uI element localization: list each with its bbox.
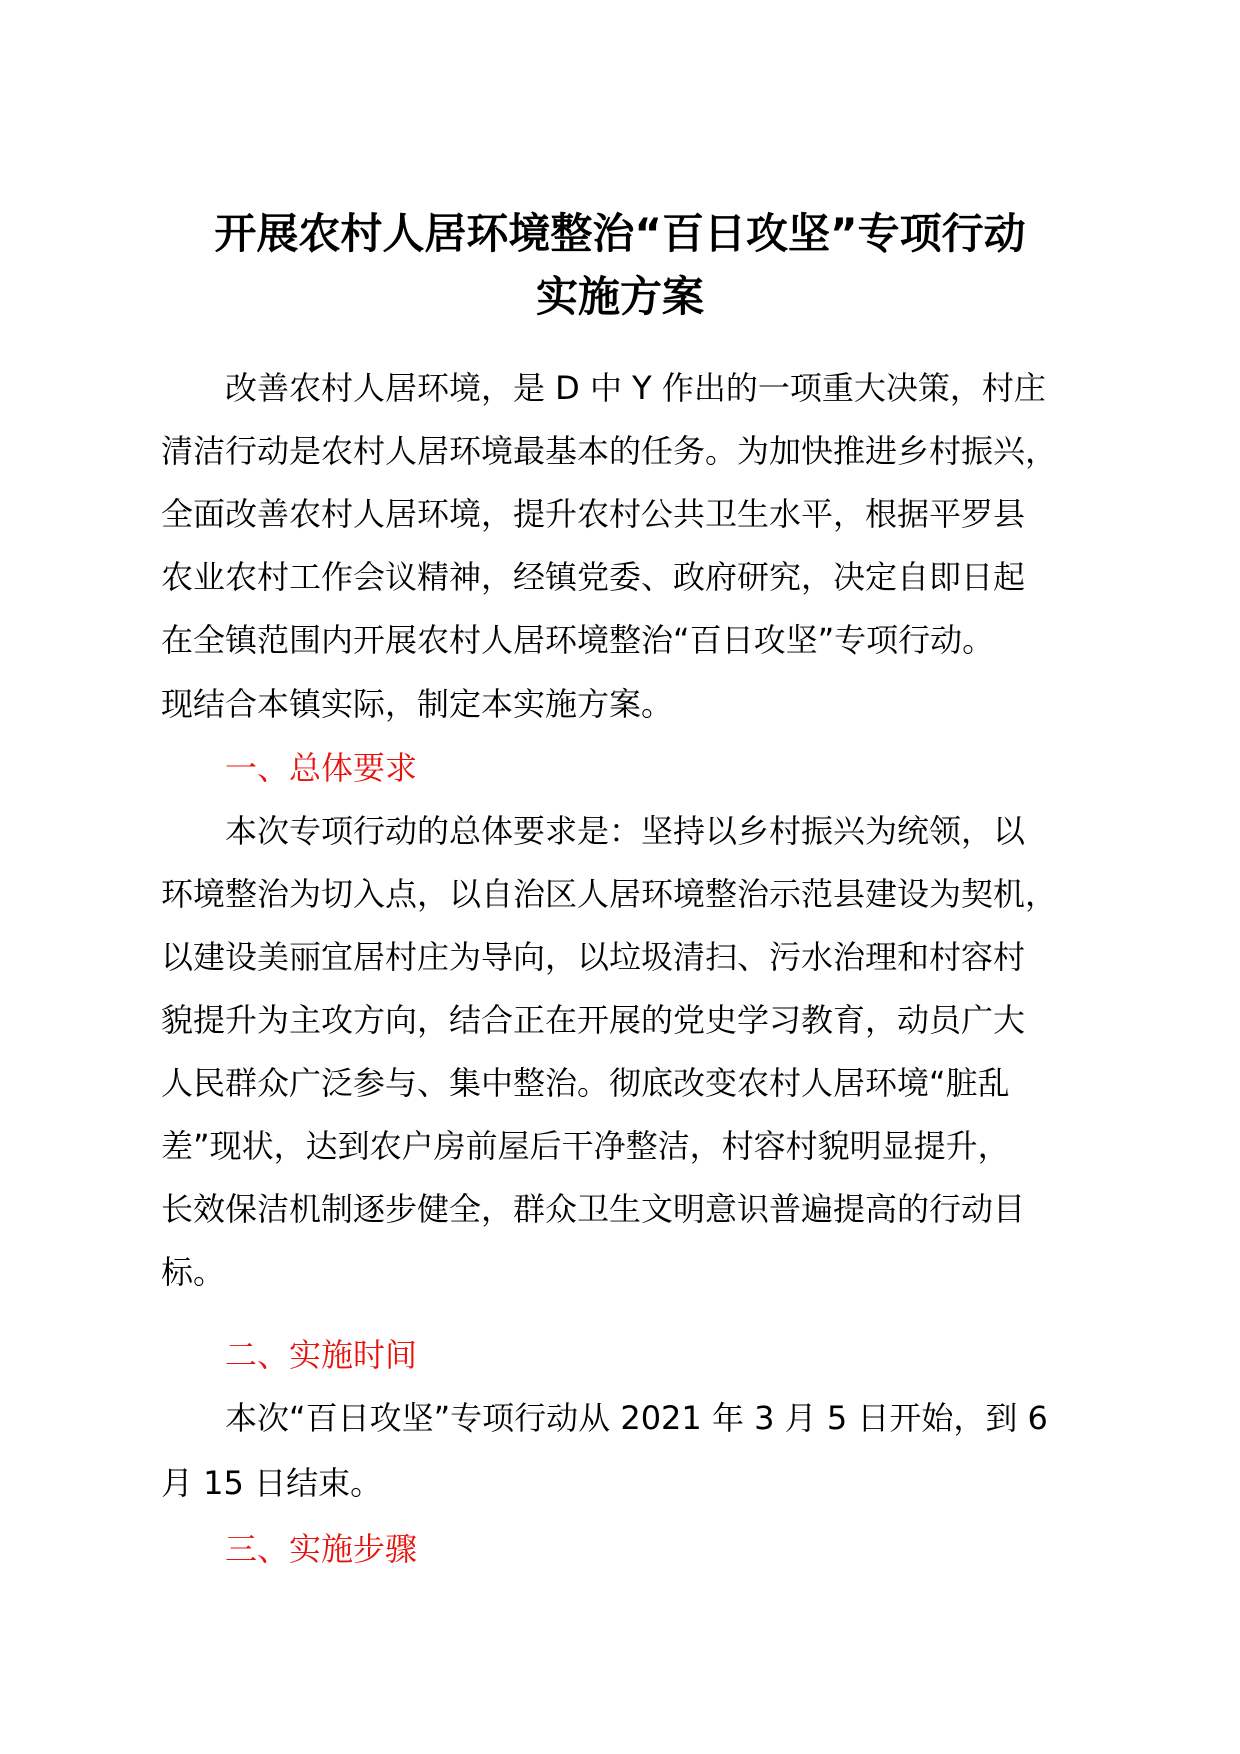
intro-line-6: 现结合本镇实际，制定本实施方案。 [161,685,674,723]
document-title-line-2: 实施方案 [535,272,704,321]
intro-line-5: 在全镇范围内开展农村人居环境整治“百日攻坚”专项行动。 [161,621,995,659]
intro-line-4: 农业农村工作会议精神，经镇党委、政府研究，决定自即日起 [161,558,1026,596]
section-2-line-1: 本次“百日攻坚”专项行动从 2021 年 3 月 5 日开始，到 6 [225,1399,1048,1437]
section-1-line-5: 人民群众广泛参与、集中整治。彻底改变农村人居环境“脏乱 [161,1064,1010,1102]
document-title-line-1: 开展农村人居环境整治“百日攻坚”专项行动 [214,209,1026,258]
section-heading-2: 二、实施时间 [225,1336,418,1374]
section-1-line-4: 貌提升为主攻方向，结合正在开展的党史学习教育，动员广大 [161,1001,1026,1039]
intro-line-1: 改善农村人居环境，是 D 中 Y 作出的一项重大决策，村庄 [225,369,1046,407]
section-heading-3: 三、实施步骤 [225,1530,418,1568]
section-1-line-7: 长效保洁机制逐步健全，群众卫生文明意识普遍提高的行动目 [161,1190,1026,1228]
section-2-line-2: 月 15 日结束。 [161,1464,383,1502]
intro-line-3: 全面改善农村人居环境，提升农村公共卫生水平，根据平罗县 [161,495,1026,533]
section-heading-1: 一、总体要求 [225,749,418,787]
section-1-line-3: 以建设美丽宜居村庄为导向，以垃圾清扫、污水治理和村容村 [161,938,1026,976]
section-1-line-8: 标。 [161,1253,226,1291]
section-1-line-2: 环境整治为切入点，以自治区人居环境整治示范县建设为契机， [161,875,1058,913]
section-1-line-6: 差”现状，达到农户房前屋后干净整洁，村容村貌明显提升， [161,1127,1010,1165]
intro-line-2: 清洁行动是农村人居环境最基本的任务。为加快推进乡村振兴， [161,432,1058,470]
section-1-line-1: 本次专项行动的总体要求是：坚持以乡村振兴为统领，以 [225,812,1026,850]
